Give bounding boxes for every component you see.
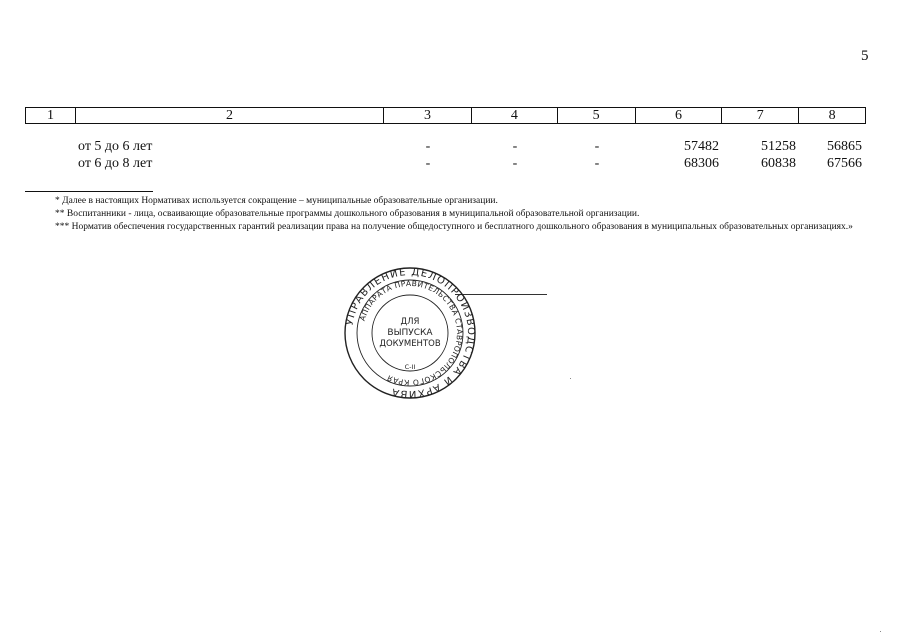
stamp-center-line-3: ДОКУМЕНТОВ: [379, 339, 441, 349]
cell-col-4: -: [512, 139, 518, 154]
header-col-7: 7: [722, 108, 799, 123]
official-stamp: [343, 266, 477, 400]
stamp-inner-text: АППАРАТА ПРАВИТЕЛЬСТВА СТАВРОПОЛЬСКОГО КРАЯ: [357, 278, 465, 388]
header-col-5: 5: [558, 108, 636, 123]
cell-col-7: 60838: [761, 156, 796, 171]
row-label: от 5 до 6 лет: [78, 139, 153, 154]
footnote-divider: [25, 191, 153, 192]
page-number: 5: [861, 48, 869, 64]
stamp-code: С-II: [404, 363, 416, 371]
footnote-2: ** Воспитанники - лица, осваивающие образовательные программы дошкольного образования в муниципальной образовательной организации.: [55, 209, 640, 219]
cell-col-3: -: [425, 156, 431, 171]
stamp-outer-text: УПРАВЛЕНИЕ ДЕЛОПРОИЗВОДСТВА И АРХИВА: [344, 266, 477, 400]
header-col-6: 6: [636, 108, 723, 123]
footnotes: [25, 195, 868, 234]
table-header-numbering: [25, 107, 866, 124]
stamp-center-line-1: ДЛЯ: [400, 317, 420, 327]
cell-col-6: 68306: [684, 156, 719, 171]
cell-col-5: -: [594, 139, 600, 154]
footnote-3: *** Норматив обеспечения государственных гарантий реализации права на получение общедоступного и бесплатного дошкольного образования в муниципальных образовательных организациях.»: [55, 222, 853, 232]
header-col-8: 8: [828, 108, 836, 123]
cell-col-6: 57482: [684, 139, 719, 154]
header-col-3: 3: [384, 108, 472, 123]
footnote-1: * Далее в настоящих Нормативах используется сокращение – муниципальные образовательные организации.: [55, 196, 498, 206]
header-col-2: 2: [76, 108, 384, 123]
cell-col-5: -: [594, 156, 600, 171]
data-table: [25, 138, 866, 172]
table-row: [25, 155, 866, 172]
scan-speck: [880, 631, 881, 632]
cell-col-4: -: [512, 156, 518, 171]
row-label: от 6 до 8 лет: [78, 156, 153, 171]
cell-col-3: -: [425, 139, 431, 154]
scan-speck: [570, 378, 571, 379]
header-col-4: 4: [472, 108, 558, 123]
cell-col-7: 51258: [761, 139, 796, 154]
stamp-center-line-2: ВЫПУСКА: [387, 328, 433, 338]
cell-col-8: 56865: [827, 139, 862, 154]
header-col-1: 1: [26, 108, 76, 123]
table-row: [25, 138, 866, 155]
cell-col-8: 67566: [827, 156, 862, 171]
